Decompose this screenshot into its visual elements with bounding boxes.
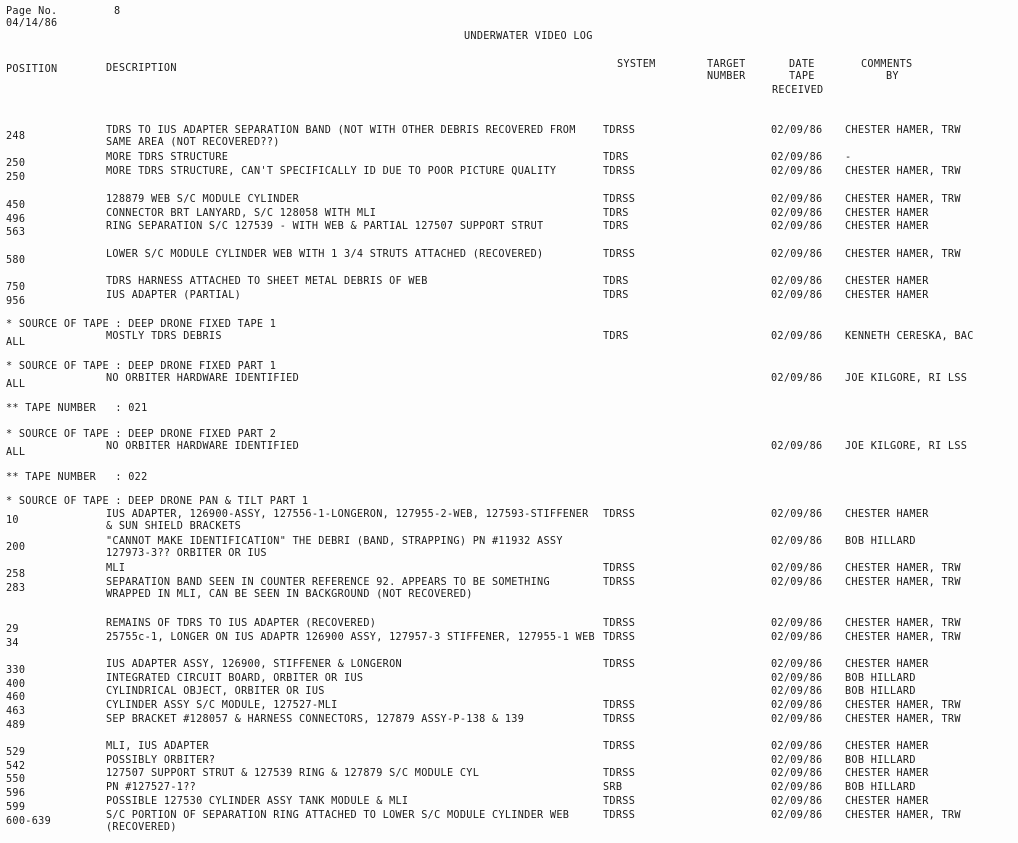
row-description: MOSTLY TDRS DEBRIS xyxy=(106,331,222,342)
row-description: MLI xyxy=(106,563,126,574)
row-position: 956 xyxy=(6,296,26,307)
col-system: SYSTEM xyxy=(617,59,656,70)
report-date: 04/14/86 xyxy=(6,18,58,29)
row-description: NO ORBITER HARDWARE IDENTIFIED xyxy=(106,373,300,384)
row-system: TDRS xyxy=(603,221,629,232)
row-system: TDRSS xyxy=(603,125,636,136)
row-system: TDRSS xyxy=(603,700,636,711)
row-date: 02/09/86 xyxy=(771,577,823,588)
row-date: 02/09/86 xyxy=(771,618,823,629)
row-comments: CHESTER HAMER, TRW xyxy=(845,700,961,711)
row-position: ALL xyxy=(6,337,26,348)
row-description: SEPARATION BAND SEEN IN COUNTER REFERENCE 92. APPEARS TO BE SOMETHING WRAPPED IN MLI, CAN BE SEEN IN BACKGROUND (NOT RECOVERED) xyxy=(106,577,550,600)
row-system: TDRSS xyxy=(603,810,636,821)
row-position: 563 xyxy=(6,227,26,238)
row-position: 460 xyxy=(6,692,26,703)
row-date: 02/09/86 xyxy=(771,441,823,452)
row-date: 02/09/86 xyxy=(771,152,823,163)
row-system: TDRSS xyxy=(603,194,636,205)
col-date-2: TAPE xyxy=(789,71,815,82)
row-comments: - xyxy=(845,152,852,163)
row-description: "CANNOT MAKE IDENTIFICATION" THE DEBRI (BAND, STRAPPING) PN #11932 ASSY 127973-3?? ORBITER OR IUS xyxy=(106,536,563,559)
row-date: 02/09/86 xyxy=(771,125,823,136)
row-system: TDRSS xyxy=(603,166,636,177)
row-comments: CHESTER HAMER xyxy=(845,768,929,779)
page-number-label: Page No. xyxy=(6,6,58,17)
row-position: 258 xyxy=(6,569,26,580)
row-system: TDRSS xyxy=(603,714,636,725)
row-comments: JOE KILGORE, RI LSS xyxy=(845,373,968,384)
row-position: 283 xyxy=(6,583,26,594)
row-description: NO ORBITER HARDWARE IDENTIFIED xyxy=(106,441,300,452)
row-comments: CHESTER HAMER, TRW xyxy=(845,125,961,136)
row-description: CYLINDRICAL OBJECT, ORBITER OR IUS xyxy=(106,686,325,697)
row-system: TDRS xyxy=(603,152,629,163)
col-date-3: RECEIVED xyxy=(772,85,824,96)
row-description: IUS ADAPTER, 126900-ASSY, 127556-1-LONGERON, 127955-2-WEB, 127593-STIFFENER & SUN SHIELD BRACKETS xyxy=(106,509,589,532)
row-comments: CHESTER HAMER, TRW xyxy=(845,194,961,205)
page-title: UNDERWATER VIDEO LOG xyxy=(464,31,593,42)
row-date: 02/09/86 xyxy=(771,673,823,684)
row-system: TDRS xyxy=(603,208,629,219)
row-description: INTEGRATED CIRCUIT BOARD, ORBITER OR IUS xyxy=(106,673,364,684)
row-date: 02/09/86 xyxy=(771,810,823,821)
row-description: MORE TDRS STRUCTURE, CAN'T SPECIFICALLY ID DUE TO POOR PICTURE QUALITY xyxy=(106,166,557,177)
row-system: TDRSS xyxy=(603,796,636,807)
row-comments: CHESTER HAMER, TRW xyxy=(845,577,961,588)
row-system: TDRS xyxy=(603,276,629,287)
row-position: 596 xyxy=(6,788,26,799)
row-position: 580 xyxy=(6,255,26,266)
row-description: IUS ADAPTER (PARTIAL) xyxy=(106,290,242,301)
tape-source-label: * SOURCE OF TAPE : DEEP DRONE FIXED TAPE 1 xyxy=(6,319,277,330)
row-description: 127507 SUPPORT STRUT & 127539 RING & 127879 S/C MODULE CYL xyxy=(106,768,480,779)
row-position: 10 xyxy=(6,515,19,526)
row-comments: CHESTER HAMER xyxy=(845,741,929,752)
row-system: TDRSS xyxy=(603,659,636,670)
page-number: 8 xyxy=(114,6,121,17)
row-position: 250 xyxy=(6,158,26,169)
row-date: 02/09/86 xyxy=(771,331,823,342)
col-target-2: NUMBER xyxy=(707,71,746,82)
row-position: 400 xyxy=(6,679,26,690)
row-date: 02/09/86 xyxy=(771,166,823,177)
row-comments: CHESTER HAMER xyxy=(845,276,929,287)
row-comments: CHESTER HAMER xyxy=(845,208,929,219)
row-description: 128879 WEB S/C MODULE CYLINDER xyxy=(106,194,300,205)
row-description: REMAINS OF TDRS TO IUS ADAPTER (RECOVERED) xyxy=(106,618,377,629)
row-comments: CHESTER HAMER, TRW xyxy=(845,714,961,725)
col-date-1: DATE xyxy=(789,59,815,70)
row-system: TDRSS xyxy=(603,577,636,588)
row-system: TDRSS xyxy=(603,768,636,779)
row-position: 250 xyxy=(6,172,26,183)
row-date: 02/09/86 xyxy=(771,714,823,725)
row-position: 550 xyxy=(6,774,26,785)
row-comments: BOB HILLARD xyxy=(845,755,916,766)
row-system: SRB xyxy=(603,782,623,793)
row-comments: BOB HILLARD xyxy=(845,782,916,793)
row-date: 02/09/86 xyxy=(771,536,823,547)
tape-source-label: * SOURCE OF TAPE : DEEP DRONE FIXED PART 1 xyxy=(6,361,277,372)
row-comments: CHESTER HAMER xyxy=(845,796,929,807)
row-date: 02/09/86 xyxy=(771,208,823,219)
row-position: 599 xyxy=(6,802,26,813)
row-description: TDRS TO IUS ADAPTER SEPARATION BAND (NOT WITH OTHER DEBRIS RECOVERED FROM SAME AREA (NOT RECOVERED??) xyxy=(106,125,576,148)
row-comments: CHESTER HAMER, TRW xyxy=(845,632,961,643)
row-comments: CHESTER HAMER, TRW xyxy=(845,166,961,177)
row-description: IUS ADAPTER ASSY, 126900, STIFFENER & LONGERON xyxy=(106,659,402,670)
row-date: 02/09/86 xyxy=(771,796,823,807)
row-position: 489 xyxy=(6,720,26,731)
row-system: TDRSS xyxy=(603,509,636,520)
row-comments: BOB HILLARD xyxy=(845,673,916,684)
row-description: RING SEPARATION S/C 127539 - WITH WEB & PARTIAL 127507 SUPPORT STRUT xyxy=(106,221,544,232)
row-description: 25755c-1, LONGER ON IUS ADAPTR 126900 ASSY, 127957-3 STIFFENER, 127955-1 WEB xyxy=(106,632,595,643)
row-description: POSSIBLE 127530 CYLINDER ASSY TANK MODULE & MLI xyxy=(106,796,409,807)
row-system: TDRSS xyxy=(603,618,636,629)
row-position: 200 xyxy=(6,542,26,553)
row-date: 02/09/86 xyxy=(771,194,823,205)
row-date: 02/09/86 xyxy=(771,686,823,697)
row-date: 02/09/86 xyxy=(771,563,823,574)
row-position: 330 xyxy=(6,665,26,676)
row-date: 02/09/86 xyxy=(771,632,823,643)
row-description: LOWER S/C MODULE CYLINDER WEB WITH 1 3/4 STRUTS ATTACHED (RECOVERED) xyxy=(106,249,544,260)
row-comments: JOE KILGORE, RI LSS xyxy=(845,441,968,452)
row-comments: CHESTER HAMER, TRW xyxy=(845,618,961,629)
row-date: 02/09/86 xyxy=(771,755,823,766)
row-date: 02/09/86 xyxy=(771,768,823,779)
row-comments: BOB HILLARD xyxy=(845,686,916,697)
tape-source-label: * SOURCE OF TAPE : DEEP DRONE FIXED PART 2 xyxy=(6,429,277,440)
row-description: TDRS HARNESS ATTACHED TO SHEET METAL DEBRIS OF WEB xyxy=(106,276,428,287)
row-system: TDRS xyxy=(603,290,629,301)
row-date: 02/09/86 xyxy=(771,659,823,670)
row-description: MORE TDRS STRUCTURE xyxy=(106,152,229,163)
row-position: 542 xyxy=(6,761,26,772)
row-position: 34 xyxy=(6,638,19,649)
row-comments: CHESTER HAMER, TRW xyxy=(845,249,961,260)
tape-source-label: * SOURCE OF TAPE : DEEP DRONE PAN & TILT PART 1 xyxy=(6,496,309,507)
row-system: TDRSS xyxy=(603,741,636,752)
row-date: 02/09/86 xyxy=(771,509,823,520)
row-position: 529 xyxy=(6,747,26,758)
row-description: CONNECTOR BRT LANYARD, S/C 128058 WITH MLI xyxy=(106,208,377,219)
row-date: 02/09/86 xyxy=(771,700,823,711)
col-comments-1: COMMENTS xyxy=(861,59,913,70)
col-position: POSITION xyxy=(6,64,58,75)
tape-number-label: ** TAPE NUMBER : 021 xyxy=(6,403,148,414)
col-target-1: TARGET xyxy=(707,59,746,70)
row-description: PN #127527-1?? xyxy=(106,782,197,793)
row-comments: CHESTER HAMER xyxy=(845,659,929,670)
row-system: TDRSS xyxy=(603,563,636,574)
row-date: 02/09/86 xyxy=(771,221,823,232)
row-date: 02/09/86 xyxy=(771,249,823,260)
row-position: 463 xyxy=(6,706,26,717)
row-system: TDRSS xyxy=(603,249,636,260)
row-date: 02/09/86 xyxy=(771,782,823,793)
row-date: 02/09/86 xyxy=(771,290,823,301)
row-position: ALL xyxy=(6,379,26,390)
row-system: TDRSS xyxy=(603,632,636,643)
row-date: 02/09/86 xyxy=(771,741,823,752)
row-description: POSSIBLY ORBITER? xyxy=(106,755,216,766)
row-description: MLI, IUS ADAPTER xyxy=(106,741,209,752)
row-position: ALL xyxy=(6,447,26,458)
row-position: 248 xyxy=(6,131,26,142)
row-position: 29 xyxy=(6,624,19,635)
row-position: 450 xyxy=(6,200,26,211)
row-comments: CHESTER HAMER xyxy=(845,290,929,301)
row-system: TDRS xyxy=(603,331,629,342)
row-comments: CHESTER HAMER, TRW xyxy=(845,810,961,821)
row-description: SEP BRACKET #128057 & HARNESS CONNECTORS, 127879 ASSY-P-138 & 139 xyxy=(106,714,525,725)
row-date: 02/09/86 xyxy=(771,276,823,287)
row-position: 750 xyxy=(6,282,26,293)
row-date: 02/09/86 xyxy=(771,373,823,384)
row-comments: CHESTER HAMER, TRW xyxy=(845,563,961,574)
tape-number-label: ** TAPE NUMBER : 022 xyxy=(6,472,148,483)
row-description: CYLINDER ASSY S/C MODULE, 127527-MLI xyxy=(106,700,338,711)
row-comments: CHESTER HAMER xyxy=(845,509,929,520)
row-comments: CHESTER HAMER xyxy=(845,221,929,232)
col-comments-2: BY xyxy=(886,71,899,82)
row-position: 600-639 xyxy=(6,816,52,827)
row-position: 496 xyxy=(6,214,26,225)
col-description: DESCRIPTION xyxy=(106,63,177,74)
row-comments: BOB HILLARD xyxy=(845,536,916,547)
row-description: S/C PORTION OF SEPARATION RING ATTACHED TO LOWER S/C MODULE CYLINDER WEB (RECOVERED) xyxy=(106,810,570,833)
row-comments: KENNETH CERESKA, BAC xyxy=(845,331,974,342)
